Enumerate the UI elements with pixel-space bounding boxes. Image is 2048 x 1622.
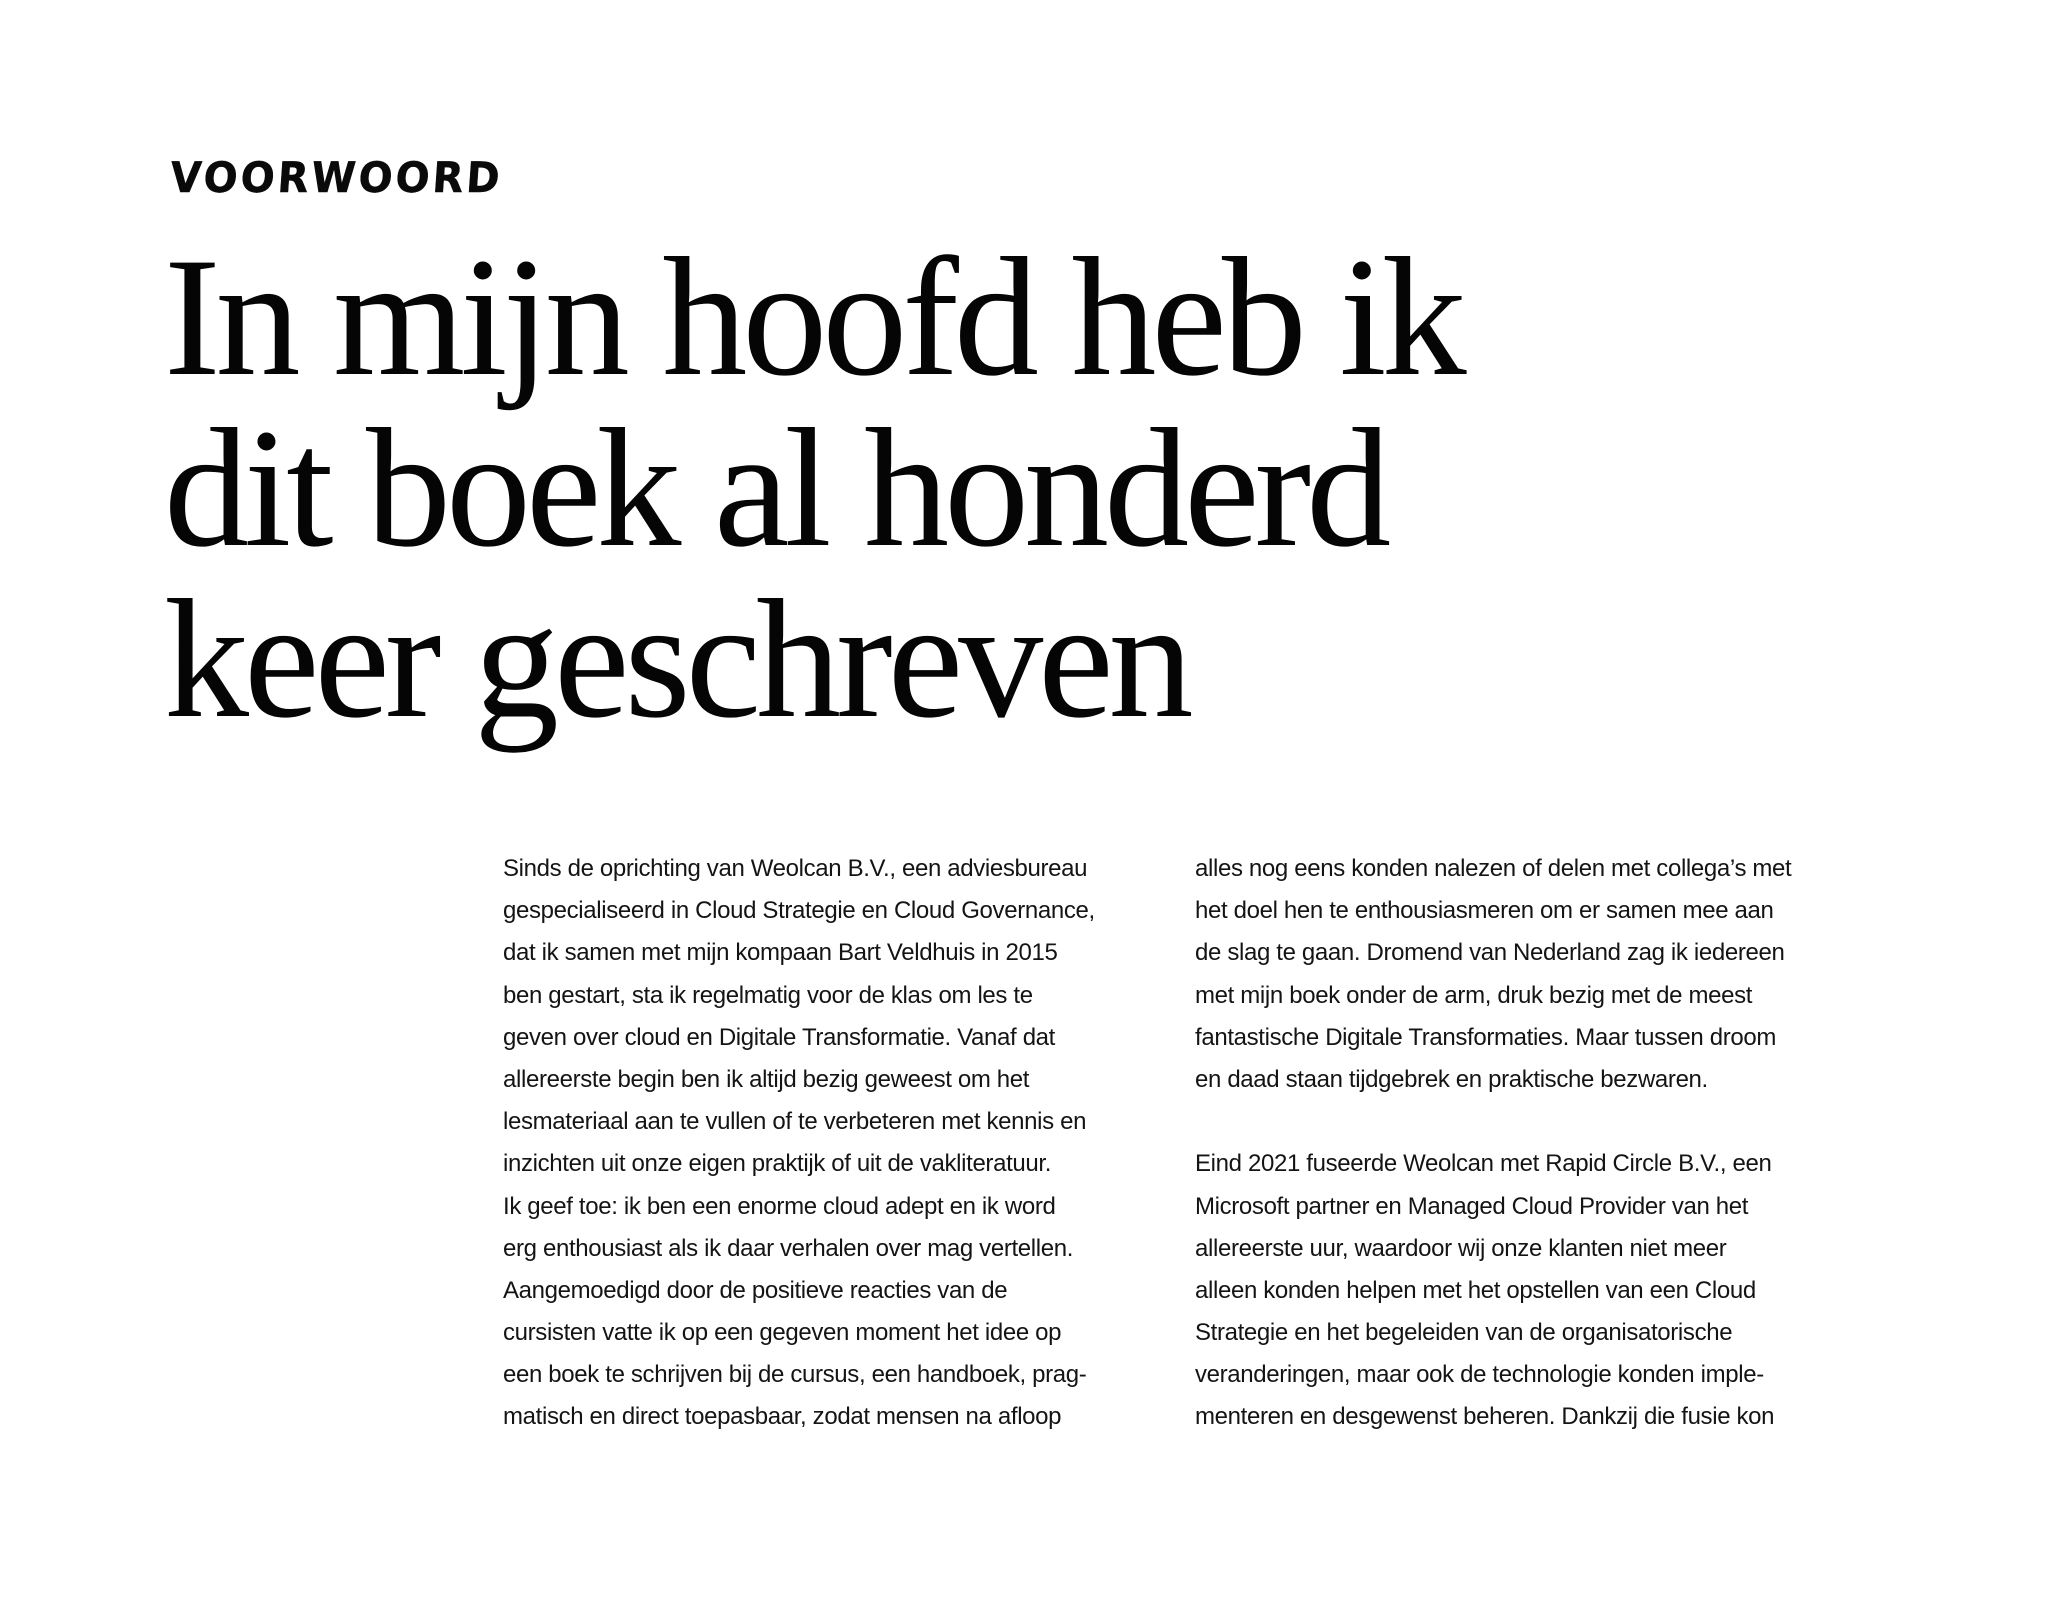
body-text-line: het doel hen te enthousiasmeren om er samen mee aan	[1195, 897, 1774, 925]
paragraph-1	[1195, 848, 1855, 1101]
body-text-line: Sinds de oprichting van Weolcan B.V., een adviesbureau	[503, 855, 1088, 882]
body-column-left	[503, 848, 1163, 1439]
body-text-line: Microsoft partner en Managed Cloud Provider van het	[1195, 1192, 1749, 1220]
body-text-line: allereerste begin ben ik altijd bezig geweest om het	[503, 1065, 1030, 1093]
body-text-line: met mijn boek onder de arm, druk bezig met de meest	[1195, 981, 1753, 1009]
body-column-right	[1195, 848, 1855, 1439]
paragraph-spacer	[1195, 1101, 1855, 1143]
section-label-voorwoord: VOORWOORD	[168, 153, 505, 203]
body-text-line: de slag te gaan. Dromend van Nederland zag ik iedereen	[1195, 939, 1785, 967]
title-line: dit boek al honderd	[164, 394, 1387, 582]
body-text-line: menteren en desgewenst beheren. Dankzij die fusie kon	[1195, 1403, 1775, 1431]
page-title	[164, 223, 1462, 753]
body-text-line: ben gestart, sta ik regelmatig voor de klas om les te	[503, 981, 1033, 1009]
body-text-line: gespecialiseerd in Cloud Strategie en Cloud Governance,	[503, 897, 1095, 925]
body-text-line: alleen konden helpen met het opstellen van een Cloud	[1195, 1276, 1756, 1304]
title-line: keer geschreven	[164, 565, 1189, 753]
body-text-line: inzichten uit onze eigen praktijk of uit de vakliteratuur.	[503, 1150, 1052, 1178]
body-text-line: geven over cloud en Digitale Transformatie. Vanaf dat	[503, 1023, 1056, 1051]
body-text-line: veranderingen, maar ook de technologie konden imple-	[1195, 1361, 1764, 1389]
body-text-line: erg enthousiast als ik daar verhalen over mag vertellen.	[503, 1234, 1074, 1262]
title-line: In mijn hoofd heb ik	[164, 223, 1462, 411]
body-text-line: fantastische Digitale Transformaties. Maar tussen droom	[1195, 1023, 1777, 1051]
body-text-line: een boek te schrijven bij de cursus, een handboek, prag-	[503, 1361, 1087, 1389]
body-text-line: Aangemoedigd door de positieve reacties van de	[503, 1276, 1008, 1304]
body-text-line: Strategie en het begeleiden van de organisatorische	[1195, 1319, 1733, 1347]
paragraph-2	[1195, 1143, 1855, 1438]
body-text-line: allereerste uur, waardoor wij onze klanten niet meer	[1195, 1234, 1727, 1262]
body-text-line: matisch en direct toepasbaar, zodat mensen na afloop	[503, 1403, 1062, 1431]
body-text-line: Eind 2021 fuseerde Weolcan met Rapid Circle B.V., een	[1195, 1150, 1772, 1178]
body-text-line: Ik geef toe: ik ben een enorme cloud adept en ik word	[503, 1192, 1056, 1220]
body-text-line: alles nog eens konden nalezen of delen met collega’s met	[1195, 855, 1792, 882]
body-text-line: cursisten vatte ik op een gegeven moment het idee op	[503, 1319, 1062, 1347]
body-text-line: en daad staan tijdgebrek en praktische bezwaren.	[1195, 1065, 1708, 1093]
body-text-line: lesmateriaal aan te vullen of te verbeteren met kennis en	[503, 1108, 1087, 1136]
body-text-line: dat ik samen met mijn kompaan Bart Veldhuis in 2015	[503, 939, 1058, 967]
